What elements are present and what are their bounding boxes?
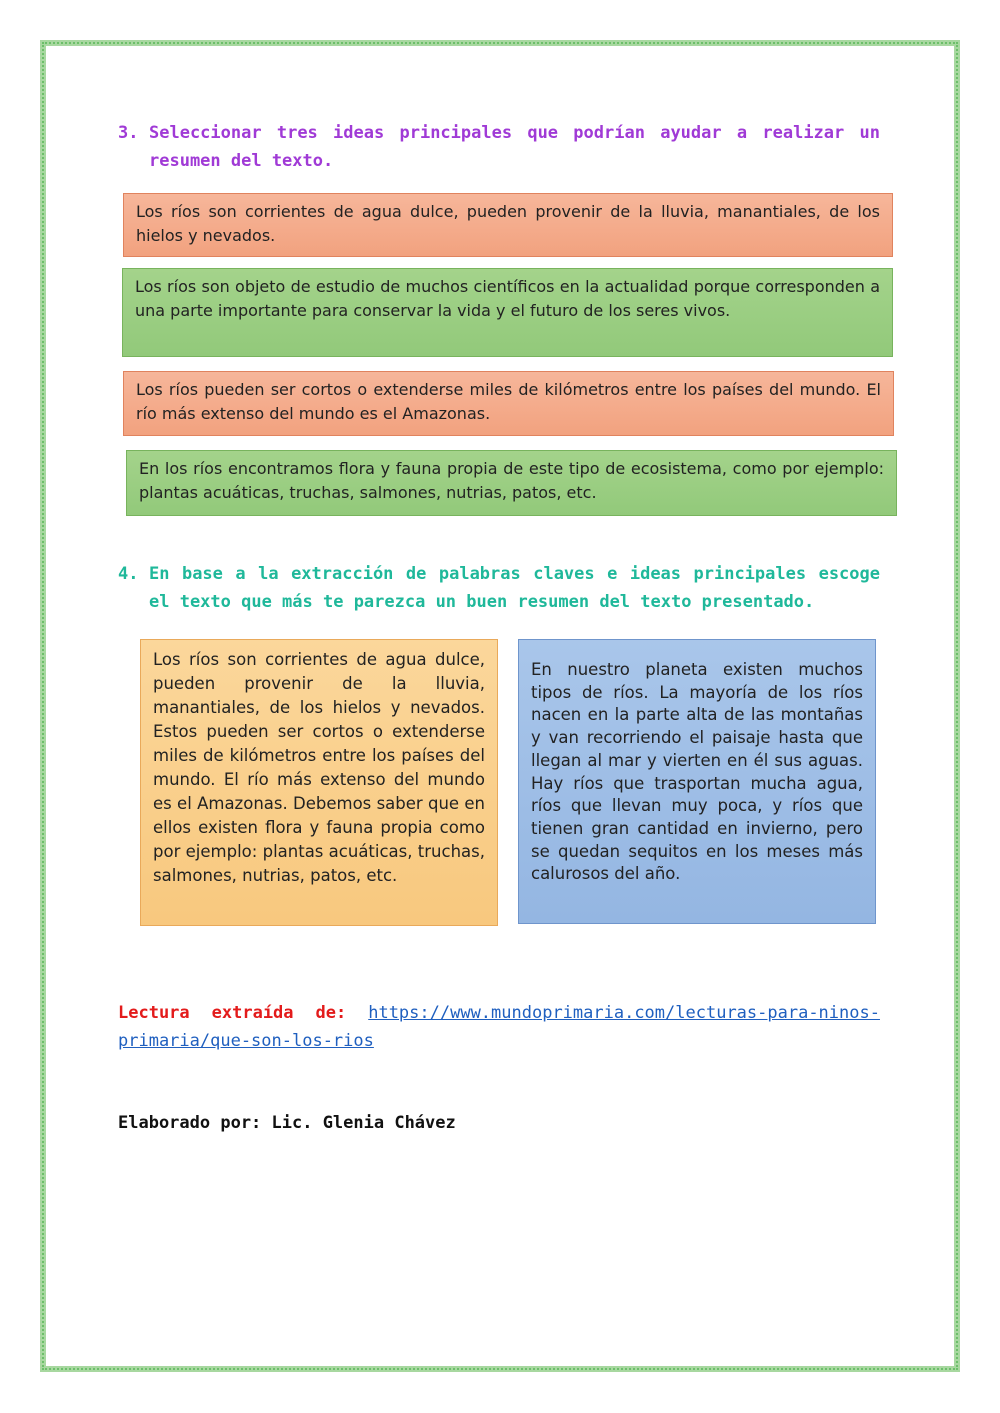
q3-option-1[interactable]: Los ríos son corrientes de agua dulce, pueden provenir de la lluvia, manantiales, de los hielos y nevados. — [123, 193, 893, 257]
question-4-number: 4. — [118, 564, 139, 584]
q4-summary-option-2[interactable]: En nuestro planeta existen muchos tipos de ríos. La mayoría de los ríos nacen en la parte alta de las montañas y van recorriendo el paisaje hasta que llegan al mar y vierten en él sus aguas. Hay ríos que trasportan mucha agua, ríos que llevan muy poca, y ríos que tienen gran cantidad en invierno, pero se quedan sequitos en los meses más calurosos del año. — [518, 639, 876, 924]
q3-option-2[interactable]: Los ríos son objeto de estudio de muchos científicos en la actualidad porque corresponden a una parte importante para conservar la vida y el futuro de los seres vivos. — [122, 268, 893, 357]
q3-option-4[interactable]: En los ríos encontramos flora y fauna propia de este tipo de ecosistema, como por ejemplo: plantas acuáticas, truchas, salmones, nutrias, patos, etc. — [126, 450, 897, 516]
question-3-number: 3. — [118, 123, 139, 143]
source-link-part-1[interactable]: https://www.mundoprimaria.com/lecturas-para-ninos- — [368, 1003, 880, 1023]
question-3 — [118, 119, 880, 175]
q4-summary-option-1[interactable]: Los ríos son corrientes de agua dulce, pueden provenir de la lluvia, manantiales, de los hielos y nevados. Estos pueden ser cortos o extenderse miles de kilómetros entre los países del mundo. El río más extenso del mundo es el Amazonas. Debemos saber que en ellos existen flora y fauna propia como por ejemplo: plantas acuáticas, truchas, salmones, nutrias, patos, etc. — [140, 639, 498, 926]
source-reference — [118, 999, 880, 1055]
question-4 — [118, 560, 880, 616]
source-label-word-3: de: — [315, 1003, 347, 1023]
source-label-word-2: extraída — [211, 1003, 294, 1023]
source-first-line — [118, 999, 880, 1027]
q3-option-3[interactable]: Los ríos pueden ser cortos o extenderse miles de kilómetros entre los países del mundo. El río más extenso del mundo es el Amazonas. — [123, 371, 894, 436]
question-4-text: En base a la extracción de palabras claves e ideas principales escoge el texto que más te parezca un buen resumen del texto presentado. — [149, 564, 880, 612]
author-credit: Elaborado por: Lic. Glenia Chávez — [118, 1113, 456, 1133]
source-link-part-2[interactable]: primaria/que-son-los-rios — [118, 1031, 374, 1051]
question-3-text: Seleccionar tres ideas principales que podrían ayudar a realizar un resumen del texto. — [149, 123, 880, 171]
source-label-word-1: Lectura — [118, 1003, 190, 1023]
